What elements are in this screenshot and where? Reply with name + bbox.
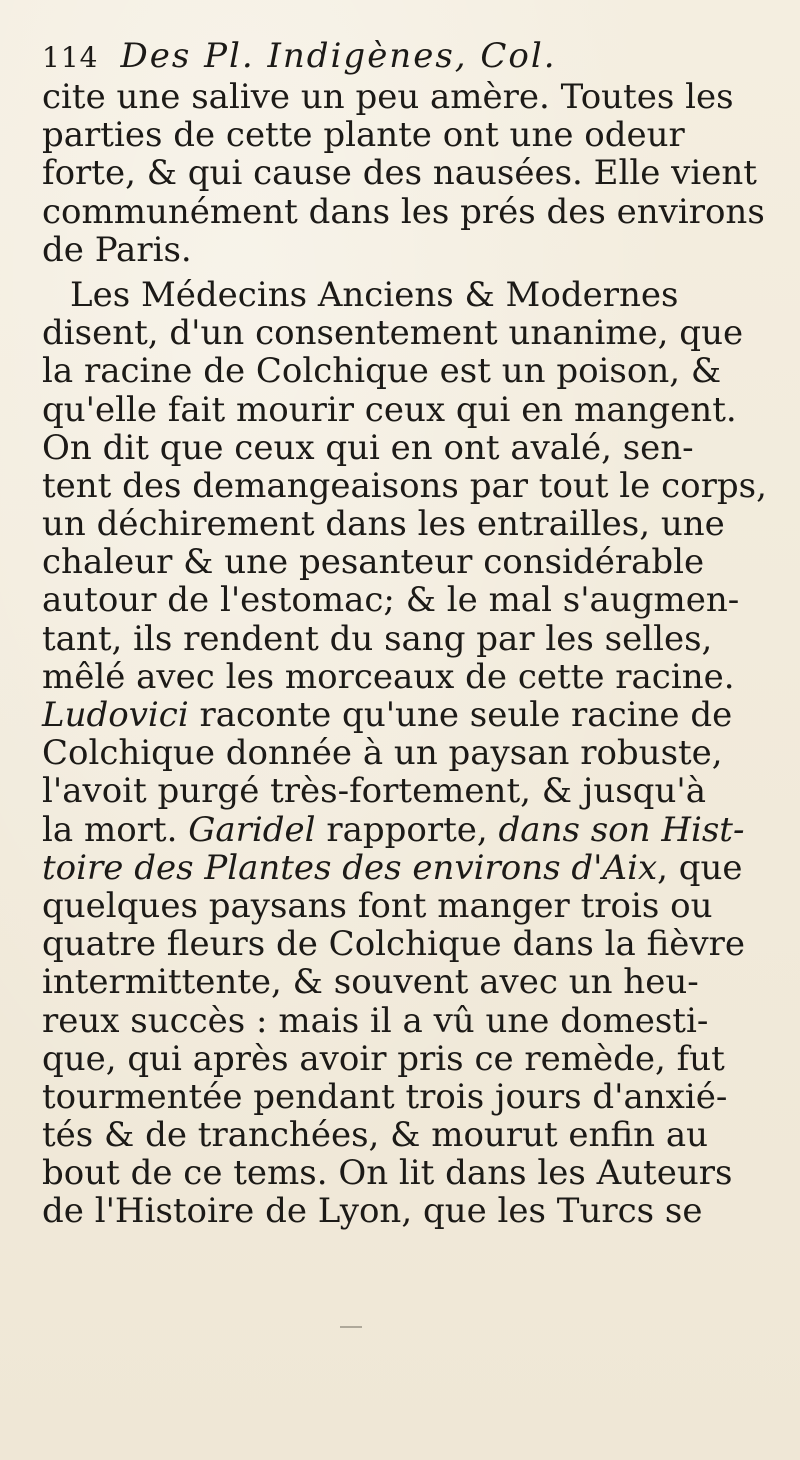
author-name: Ludovici [42, 695, 189, 735]
text-line: quatre fleurs de Colchique dans la fièvre [42, 924, 745, 965]
text-line: tourmentée pendant trois jours d'anxié- [42, 1076, 728, 1117]
text-line: communément dans les prés des environs [42, 191, 765, 232]
page-footer-mark [340, 1326, 362, 1328]
text-line: que, qui après avoir pris ce remède, fut [42, 1038, 725, 1079]
text-line: chaleur & une pesanteur considérable [42, 542, 705, 583]
running-head: Des Pl. Indigènes, Col. [120, 36, 557, 76]
text-line: Colchique donnée à un paysan robuste, [42, 733, 723, 774]
text-line [42, 849, 782, 887]
text-line: cite une salive un peu amère. Toutes les [42, 77, 734, 117]
text-line: tés & de tranchées, & mourut enfin au [42, 1115, 709, 1156]
body-text [42, 78, 782, 1231]
text-fragment: raconte qu'une seule racine de [188, 695, 733, 735]
text-line [42, 811, 782, 849]
book-title-fragment: toire des Plantes des environs d'Aix [42, 847, 658, 888]
page-header [42, 36, 772, 80]
text-line: l'avoit purgé très-fortement, & jusqu'à [42, 771, 706, 812]
text-line: mêlé avec les morceaux de cette racine. [42, 656, 735, 697]
text-fragment: rapporte, [315, 809, 499, 850]
text-line: qu'elle fait mourir ceux qui en mangent. [42, 389, 737, 430]
page-number: 114 [42, 41, 99, 74]
text-fragment: la mort. [42, 809, 189, 850]
text-line [42, 696, 782, 734]
author-name: Garidel [188, 809, 316, 850]
text-line: quelques paysans font manger trois ou [42, 885, 713, 926]
text-line: reux succès : mais il a vû une domesti- [42, 1000, 709, 1041]
text-line: parties de cette plante ont une odeur [42, 115, 685, 156]
text-line: bout de ce tems. On lit dans les Auteurs [42, 1153, 733, 1194]
book-title-fragment: dans son Hist- [498, 809, 745, 850]
text-line: intermittente, & souvent avec un heu- [42, 962, 699, 1003]
text-line: tent des demangeaisons par tout le corps, [42, 465, 767, 506]
text-line: tant, ils rendent du sang par les selles, [42, 618, 713, 659]
text-line: de Paris. [42, 229, 192, 270]
text-fragment: , que [657, 847, 743, 888]
text-line: On dit que ceux qui en ont avalé, sen- [42, 427, 694, 468]
text-line: Les Médecins Anciens & Modernes [70, 274, 679, 315]
text-line: la racine de Colchique est un poison, & [42, 351, 722, 392]
text-line: disent, d'un consentement unanime, que [42, 313, 744, 354]
text-line: un déchirement dans les entrailles, une [42, 504, 725, 545]
text-line: autour de l'estomac; & le mal s'augmen- [42, 580, 740, 621]
text-line: forte, & qui cause des nausées. Elle vient [42, 153, 757, 194]
text-line: de l'Histoire de Lyon, que les Turcs se [42, 1191, 703, 1232]
